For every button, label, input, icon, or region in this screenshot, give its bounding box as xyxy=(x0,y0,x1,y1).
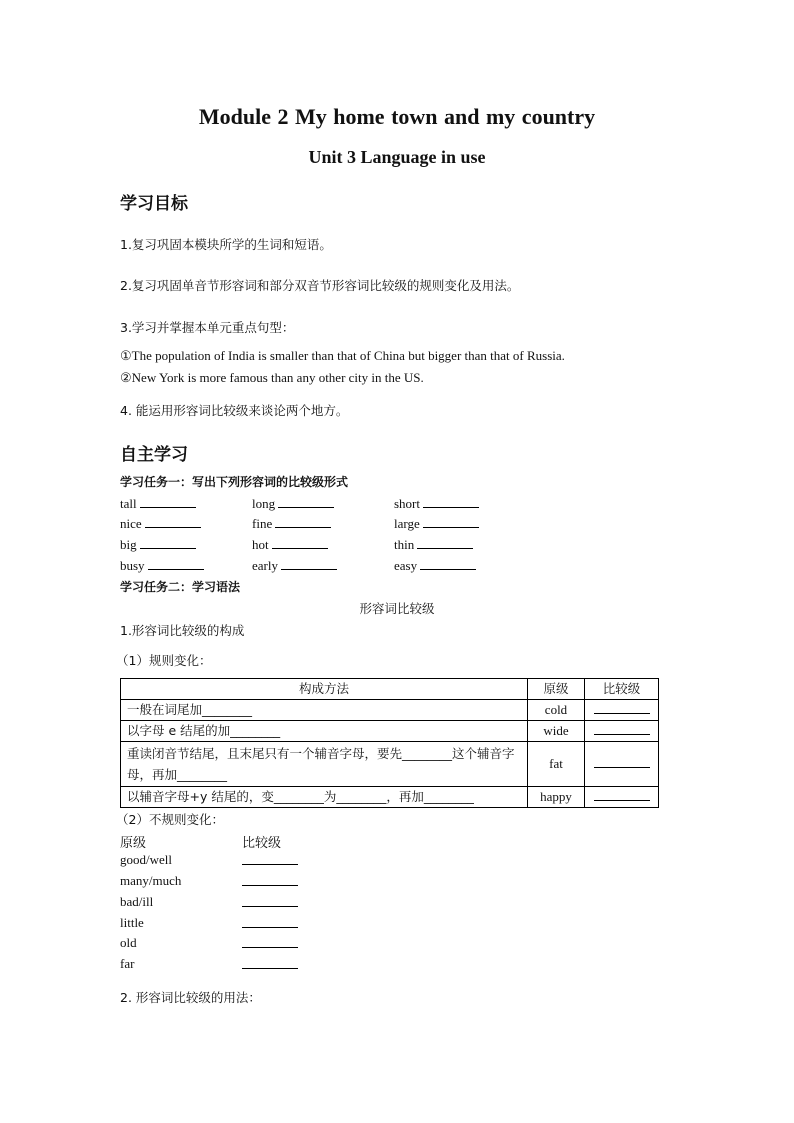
objective-item-1: 1.复习巩固本模块所学的生词和短语。 xyxy=(120,237,332,252)
comparative-cell[interactable] xyxy=(585,721,659,742)
irregular-header-base: 原级 xyxy=(120,836,147,851)
irregular-answer[interactable] xyxy=(242,894,298,911)
page-title: Module 2 My home town and my country xyxy=(198,104,596,129)
objective-item-3: 3.学习并掌握本单元重点句型： xyxy=(120,320,295,335)
comparative-cell[interactable] xyxy=(585,742,659,787)
answer-blank[interactable] xyxy=(423,495,479,508)
comparative-cell[interactable] xyxy=(585,787,659,808)
word-item: nice xyxy=(120,515,201,532)
base-cell: happy xyxy=(528,787,585,808)
base-cell: cold xyxy=(528,700,585,721)
irregular-word: old xyxy=(120,935,137,950)
answer-blank[interactable] xyxy=(594,755,650,768)
answer-blank[interactable] xyxy=(275,515,331,528)
irregular-answer[interactable] xyxy=(242,873,298,890)
answer-blank[interactable] xyxy=(242,873,298,886)
answer-blank[interactable] xyxy=(140,536,196,549)
answer-blank[interactable] xyxy=(242,852,298,865)
answer-blank[interactable] xyxy=(242,935,298,948)
section-2-heading: 2. 形容词比较级的用法： xyxy=(120,990,261,1005)
irregular-word: good/well xyxy=(120,852,172,867)
header-base: 原级 xyxy=(528,679,585,700)
answer-blank[interactable] xyxy=(272,536,328,549)
task2-title: 学习任务二：学习语法 xyxy=(120,580,241,594)
word-item: short xyxy=(394,495,479,512)
irregular-answer[interactable] xyxy=(242,852,298,869)
method-cell: 以辅音字母+y 结尾的，变________为________，再加________ xyxy=(121,787,528,808)
word-item: long xyxy=(252,495,334,512)
answer-blank[interactable] xyxy=(148,557,204,570)
answer-blank[interactable] xyxy=(594,788,650,801)
page-subtitle: Unit 3 Language in use xyxy=(308,147,486,167)
word-item: large xyxy=(394,515,479,532)
objective-item-4: 4. 能运用形容词比较级来谈论两个地方。 xyxy=(120,403,349,418)
word-item: thin xyxy=(394,536,473,553)
comparative-cell[interactable] xyxy=(585,700,659,721)
answer-blank[interactable] xyxy=(278,495,334,508)
table-row xyxy=(121,700,659,721)
word-item: early xyxy=(252,557,337,574)
task1-title: 学习任务一：写出下列形容词的比较级形式 xyxy=(120,475,349,489)
grammar-topic: 形容词比较级 xyxy=(359,601,435,616)
method-cell: 以字母 e 结尾的加________ xyxy=(121,721,528,742)
table-row xyxy=(121,721,659,742)
word-item: hot xyxy=(252,536,328,553)
objective-sentence-2: ②New York is more famous than any other city in the US. xyxy=(120,370,424,385)
answer-blank[interactable] xyxy=(242,915,298,928)
word-item: fine xyxy=(252,515,331,532)
answer-blank[interactable] xyxy=(281,557,337,570)
answer-blank[interactable] xyxy=(423,515,479,528)
answer-blank[interactable] xyxy=(594,701,650,714)
answer-blank[interactable] xyxy=(417,536,473,549)
irregular-word: bad/ill xyxy=(120,894,154,909)
self-study-heading: 自主学习 xyxy=(120,445,188,465)
base-cell: wide xyxy=(528,721,585,742)
irregular-answer[interactable] xyxy=(242,915,298,932)
header-method: 构成方法 xyxy=(121,679,528,700)
irregular-header-comparative: 比较级 xyxy=(242,836,282,851)
word-item: busy xyxy=(120,557,204,574)
answer-blank[interactable] xyxy=(420,557,476,570)
objectives-heading: 学习目标 xyxy=(120,194,188,214)
base-cell: fat xyxy=(528,742,585,787)
word-item: easy xyxy=(394,557,476,574)
objective-item-2: 2.复习巩固单音节形容词和部分双音节形容词比较级的规则变化及用法。 xyxy=(120,278,520,293)
objective-sentence-1: ①The population of India is smaller than that of China but bigger than that of Russia. xyxy=(120,348,565,363)
irregular-label: （2）不规则变化： xyxy=(116,812,224,827)
method-cell: 一般在词尾加________ xyxy=(121,700,528,721)
answer-blank[interactable] xyxy=(140,495,196,508)
answer-blank[interactable] xyxy=(594,722,650,735)
header-comparative: 比较级 xyxy=(585,679,659,700)
answer-blank[interactable] xyxy=(242,894,298,907)
regular-label: （1）规则变化： xyxy=(116,653,212,668)
irregular-answer[interactable] xyxy=(242,935,298,952)
irregular-word: many/much xyxy=(120,873,182,888)
word-item: big xyxy=(120,536,196,553)
word-item: tall xyxy=(120,495,196,512)
irregular-word: far xyxy=(120,956,135,971)
table-row xyxy=(121,742,659,787)
answer-blank[interactable] xyxy=(242,956,298,969)
method-cell: 重读闭音节结尾，且末尾只有一个辅音字母，要先________这个辅音字母，再加________ xyxy=(121,742,528,787)
answer-blank[interactable] xyxy=(145,515,201,528)
section-1-heading: 1.形容词比较级的构成 xyxy=(120,623,245,638)
irregular-answer[interactable] xyxy=(242,956,298,973)
table-row xyxy=(121,787,659,808)
irregular-word: little xyxy=(120,915,144,930)
regular-rules-table xyxy=(120,678,659,808)
